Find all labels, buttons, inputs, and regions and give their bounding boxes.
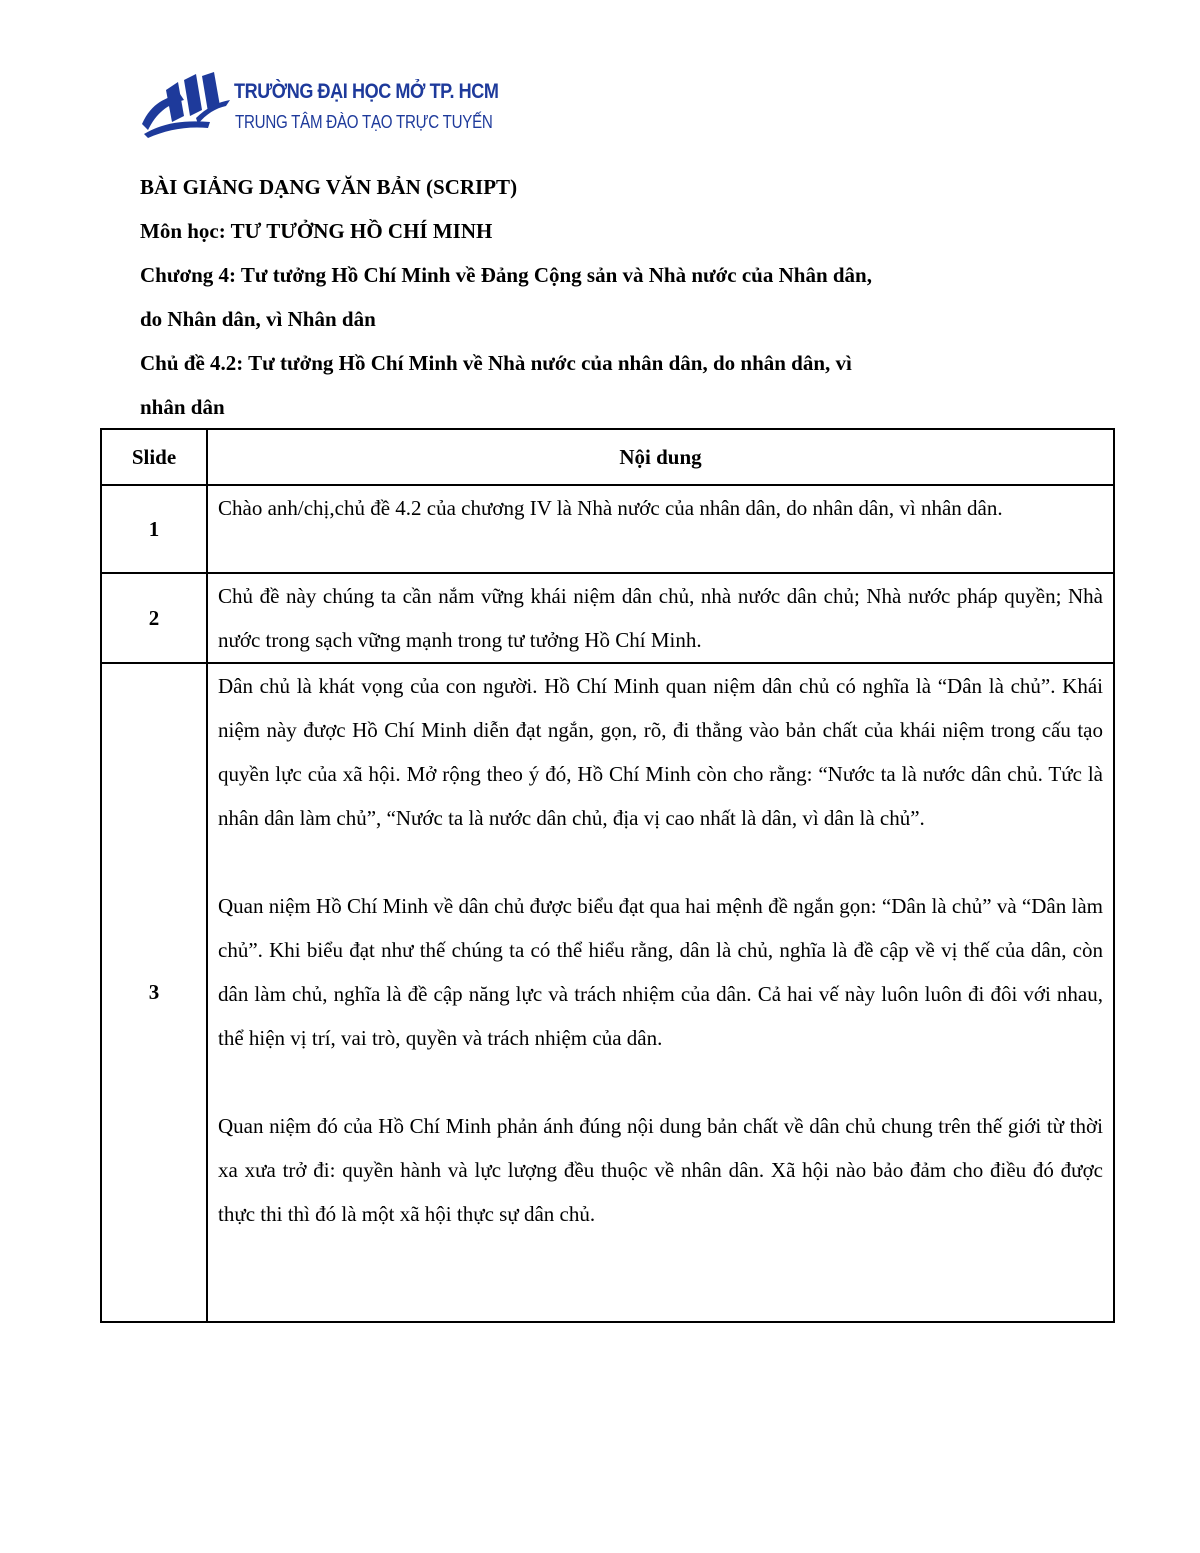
slide-content (207, 485, 1114, 573)
table-header-row (101, 429, 1114, 485)
content-paragraph: Chủ đề này chúng ta cần nắm vững khái niệm dân chủ, nhà nước dân chủ; Nhà nước pháp quyền; Nhà nước trong sạch vững mạnh trong tư tưởng Hồ Chí Minh. (218, 584, 1103, 652)
table-row (101, 485, 1114, 573)
slide-content (207, 573, 1114, 663)
table-row (101, 573, 1114, 663)
script-table (100, 428, 1115, 1323)
column-header-content: Nội dung (207, 429, 1114, 485)
content-paragraph: Quan niệm đó của Hồ Chí Minh phản ánh đúng nội dung bản chất về dân chủ chung trên thế giới từ thời xa xưa trở đi: quyền hành và lực lượng đều thuộc về nhân dân. Xã hội nào bảo đảm cho điều đó được thực thi thì đó là một xã hội thực sự dân chủ. (218, 1114, 1103, 1226)
paragraph-spacer (218, 840, 1103, 884)
chapter-title-line-2: do Nhân dân, vì Nhân dân (140, 307, 376, 331)
open-book-emblem-icon (140, 72, 232, 142)
content-paragraph: Chào anh/chị,chủ đề 4.2 của chương IV là Nhà nước của nhân dân, do nhân dân, vì nhân dân. (218, 496, 1003, 520)
slide-number: 3 (101, 663, 207, 1322)
table-row (101, 663, 1114, 1322)
chapter-title-line-1: Chương 4: Tư tưởng Hồ Chí Minh về Đảng Cộng sản và Nhà nước của Nhân dân, (140, 263, 872, 287)
logo-center-name: TRUNG TÂM ĐÀO TẠO TRỰC TUYẾN (235, 112, 493, 132)
paragraph-spacer (218, 1060, 1103, 1104)
university-logo (140, 72, 499, 142)
content-paragraph: Quan niệm Hồ Chí Minh về dân chủ được biểu đạt qua hai mệnh đề ngắn gọn: “Dân là chủ” và “Dân làm chủ”. Khi biểu đạt như thế chúng ta có thể hiểu rằng, dân là chủ, nghĩa là đề cập về vị thế của dân, còn dân làm chủ, nghĩa là đề cập năng lực và trách nhiệm của dân. Cả hai vế này luôn luôn đi đôi với nhau, thể hiện vị trí, vai trò, quyền và trách nhiệm của dân. (218, 894, 1103, 1050)
slide-content (207, 663, 1114, 1322)
content-paragraph: Dân chủ là khát vọng của con người. Hồ Chí Minh quan niệm dân chủ có nghĩa là “Dân là chủ”. Khái niệm này được Hồ Chí Minh diễn đạt ngắn, gọn, rõ, đi thẳng vào bản chất của khái niệm trong cấu tạo quyền lực của xã hội. Mở rộng theo ý đó, Hồ Chí Minh còn cho rằng: “Nước ta là nước dân chủ. Tức là nhân dân làm chủ”, “Nước ta là nước dân chủ, địa vị cao nhất là dân, vì dân là chủ”. (218, 674, 1103, 830)
document-type-title: BÀI GIẢNG DẠNG VĂN BẢN (SCRIPT) (140, 175, 518, 199)
document-header (140, 165, 1100, 429)
slide-number: 2 (101, 573, 207, 663)
slide-number: 1 (101, 485, 207, 573)
logo-university-name: TRƯỜNG ĐẠI HỌC MỞ TP. HCM (234, 80, 499, 103)
subject-title: Môn học: TƯ TƯỞNG HỒ CHÍ MINH (140, 219, 493, 243)
column-header-slide: Slide (101, 429, 207, 485)
topic-title-line-1: Chủ đề 4.2: Tư tưởng Hồ Chí Minh về Nhà nước của nhân dân, do nhân dân, vì (140, 351, 852, 375)
topic-title-line-2: nhân dân (140, 395, 225, 419)
